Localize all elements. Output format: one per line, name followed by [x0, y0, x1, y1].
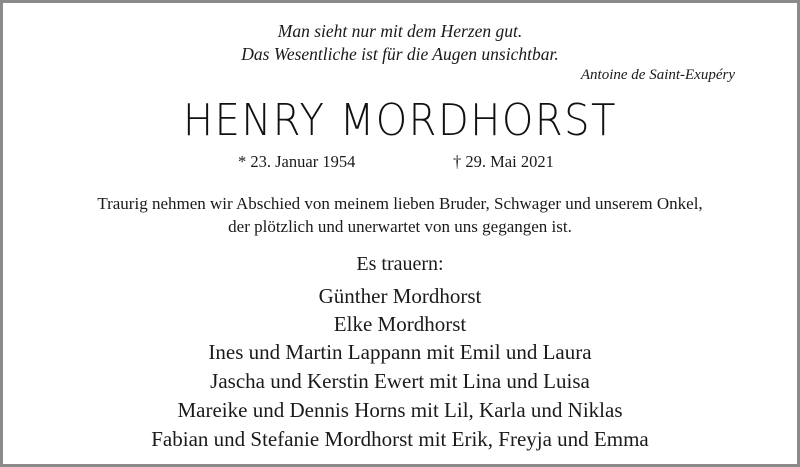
mourner-line: Mareike und Dennis Horns mit Lil, Karla und Niklas [177, 398, 623, 422]
birth-date: * 23. Januar 1954 [238, 152, 356, 171]
deceased-name: HENRY MORDHORST [183, 96, 617, 146]
death-date: † 29. Mai 2021 [453, 152, 554, 171]
mourner-line: Günther Mordhorst [318, 284, 482, 308]
quote-author: Antoine de Saint-Exupéry [580, 67, 735, 83]
mourner-line: Jascha und Kerstin Ewert mit Lina und Luisa [210, 369, 590, 393]
mourner-line: Ines und Martin Lappann mit Emil und Laura [208, 340, 592, 364]
farewell-text-line-2: der plötzlich und unerwartet von uns gegangen ist. [228, 217, 572, 236]
mourner-line: Fabian und Stefanie Mordhorst mit Erik, Freyja und Emma [151, 427, 649, 451]
farewell-text-line-1: Traurig nehmen wir Abschied von meinem lieben Bruder, Schwager und unserem Onkel, [97, 194, 703, 213]
quote-line-2: Das Wesentliche ist für die Augen unsichtbar. [241, 44, 559, 64]
mourners-heading: Es trauern: [356, 253, 444, 275]
mourner-line: Elke Mordhorst [333, 312, 467, 336]
quote-line-1: Man sieht nur mit dem Herzen gut. [277, 21, 523, 41]
